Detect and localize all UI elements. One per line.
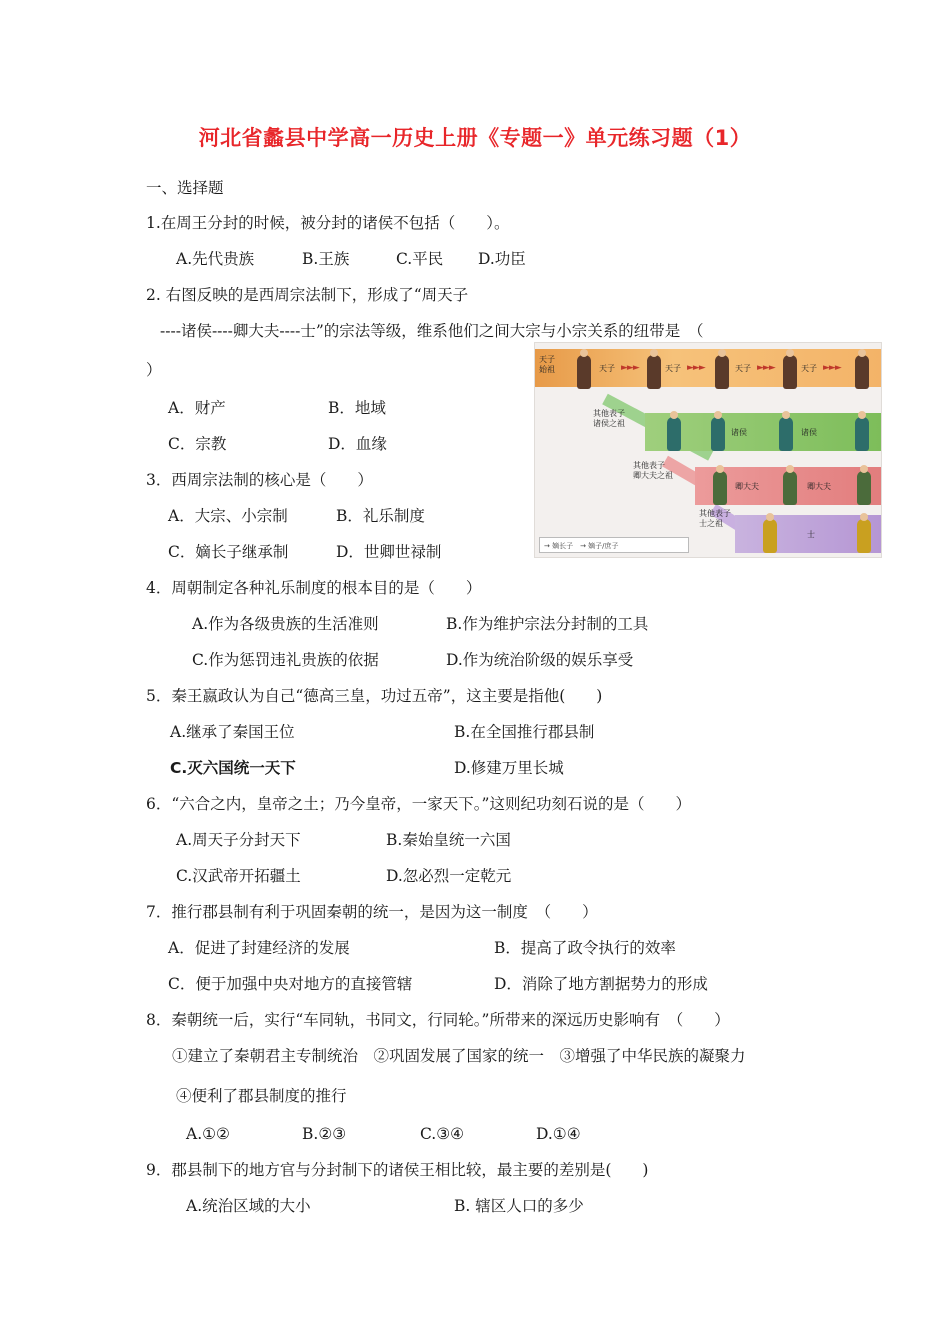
question-4-option-d: D.作为统治阶级的娱乐享受: [446, 651, 634, 669]
section-heading: 一、选择题: [146, 179, 224, 197]
noble-figure: [855, 417, 869, 451]
row3-tag: 卿大夫: [807, 482, 831, 491]
row3-tag: 卿大夫: [735, 482, 759, 491]
question-8-statements: ①建立了秦朝君主专制统治 ②巩固发展了国家的统一 ③增强了中华民族的凝聚力: [172, 1047, 746, 1065]
king-figure: [783, 355, 797, 389]
king-figure: [577, 355, 591, 389]
question-3-option-d: D．世卿世禄制: [336, 543, 442, 561]
zongfa-hierarchy-figure: [534, 342, 882, 558]
question-5-option-d: D.修建万里长城: [454, 759, 564, 777]
question-2-stem-line3: ）: [146, 361, 162, 379]
question-5-option-c: C.灭六国统一天下: [170, 759, 296, 777]
row1-label: 天子 始祖: [539, 355, 555, 374]
row4-tag: 士: [807, 530, 815, 539]
question-2-option-a: A．财产: [168, 399, 226, 417]
minister-figure: [713, 471, 727, 505]
question-7-stem: 7．推行郡县制有利于巩固秦朝的统一，是因为这一制度 （ ）: [146, 903, 598, 921]
scholar-figure: [763, 519, 777, 553]
question-1-option-a: A.先代贵族: [176, 250, 255, 268]
question-2-option-c: C．宗教: [168, 435, 227, 453]
question-8-statement-4: ④便利了郡县制度的推行: [176, 1087, 347, 1105]
question-7-option-a: A．促进了封建经济的发展: [168, 939, 350, 957]
noble-figure: [711, 417, 725, 451]
king-figure: [715, 355, 729, 389]
question-6-stem: 6．“六合之内，皇帝之土；乃今皇帝，一家天下。”这则纪功刻石说的是（ ）: [146, 795, 691, 813]
question-7-option-b: B．提高了政令执行的效率: [494, 939, 676, 957]
question-2-stem-line1: 2. 右图反映的是西周宗法制下，形成了“周天子: [146, 286, 469, 304]
question-6-option-a: A.周天子分封天下: [176, 831, 301, 849]
question-5-option-a: A.继承了秦国王位: [170, 723, 295, 741]
row1-tag: 天子: [665, 364, 681, 373]
row4-label: 其他表子 士之祖: [699, 509, 731, 528]
king-figure: [855, 355, 869, 389]
question-8-option-d: D.①④: [536, 1125, 581, 1143]
question-4-option-c: C.作为惩罚违礼贵族的依据: [192, 651, 379, 669]
question-6-option-d: D.忽必烈一定乾元: [386, 867, 512, 885]
question-2-option-d: D．血缘: [328, 435, 387, 453]
minister-figure: [857, 471, 871, 505]
row2-tag: 诸侯: [731, 428, 747, 437]
king-figure: [647, 355, 661, 389]
question-6-option-c: C.汉武帝开拓疆土: [176, 867, 301, 885]
minister-figure: [783, 471, 797, 505]
question-8-option-b: B.②③: [302, 1125, 347, 1143]
scholar-figure: [857, 519, 871, 553]
row1-tag: 天子: [599, 364, 615, 373]
arrow-icon: ►►►: [621, 363, 639, 373]
question-2-option-b: B．地域: [328, 399, 386, 417]
noble-figure: [779, 417, 793, 451]
question-3-option-b: B．礼乐制度: [336, 507, 425, 525]
question-1-stem: 1.在周王分封的时候，被分封的诸侯不包括（ ）。: [146, 214, 510, 232]
row1-tag: 天子: [801, 364, 817, 373]
question-8-option-a: A.①②: [186, 1125, 230, 1143]
question-5-stem: 5．秦王嬴政认为自己“德高三皇，功过五帝”，这主要是指他( ): [146, 687, 603, 705]
question-1-option-d: D.功臣: [478, 250, 526, 268]
noble-figure: [667, 417, 681, 451]
row1-tag: 天子: [735, 364, 751, 373]
arrow-icon: ►►►: [757, 363, 775, 373]
question-2-stem-line2: ----诸侯----卿大夫----士”的宗法等级，维系他们之间大宗与小宗关系的纽带是 （: [160, 322, 704, 340]
question-7-option-c: C．便于加强中央对地方的直接管辖: [168, 975, 413, 993]
question-4-option-b: B.作为维护宗法分封制的工具: [446, 615, 649, 633]
question-7-option-d: D．消除了地方割据势力的形成: [494, 975, 708, 993]
question-6-option-b: B.秦始皇统一六国: [386, 831, 511, 849]
row2-label: 其他表子 诸侯之祖: [593, 409, 625, 428]
row3-label: 其他表子 卿大夫之祖: [633, 461, 673, 480]
question-8-stem: 8．秦朝统一后，实行“车同轨，书同文，行同轮。”所带来的深远历史影响有 （ ）: [146, 1011, 730, 1029]
arrow-icon: ►►►: [687, 363, 705, 373]
question-3-stem: 3．西周宗法制的核心是（ ）: [146, 471, 373, 489]
question-5-option-b: B.在全国推行郡县制: [454, 723, 595, 741]
row2-tag: 诸侯: [801, 428, 817, 437]
question-9-option-b: B. 辖区人口的多少: [454, 1197, 584, 1215]
question-4-stem: 4．周朝制定各种礼乐制度的根本目的是（ ）: [146, 579, 482, 597]
question-1-option-c: C.平民: [396, 250, 444, 268]
page-title: 河北省蠡县中学高一历史上册《专题一》单元练习题（1）: [198, 126, 752, 150]
question-4-option-a: A.作为各级贵族的生活准则: [192, 615, 379, 633]
figure-legend: → 嫡长子 → 嫡子/庶子: [539, 537, 689, 553]
question-1-option-b: B.王族: [302, 250, 350, 268]
question-9-stem: 9．郡县制下的地方官与分封制下的诸侯王相比较，最主要的差别是( ): [146, 1161, 649, 1179]
arrow-icon: ►►►: [823, 363, 841, 373]
question-8-option-c: C.③④: [420, 1125, 465, 1143]
question-9-option-a: A.统治区域的大小: [186, 1197, 311, 1215]
question-3-option-a: A．大宗、小宗制: [168, 507, 288, 525]
question-3-option-c: C．嫡长子继承制: [168, 543, 289, 561]
